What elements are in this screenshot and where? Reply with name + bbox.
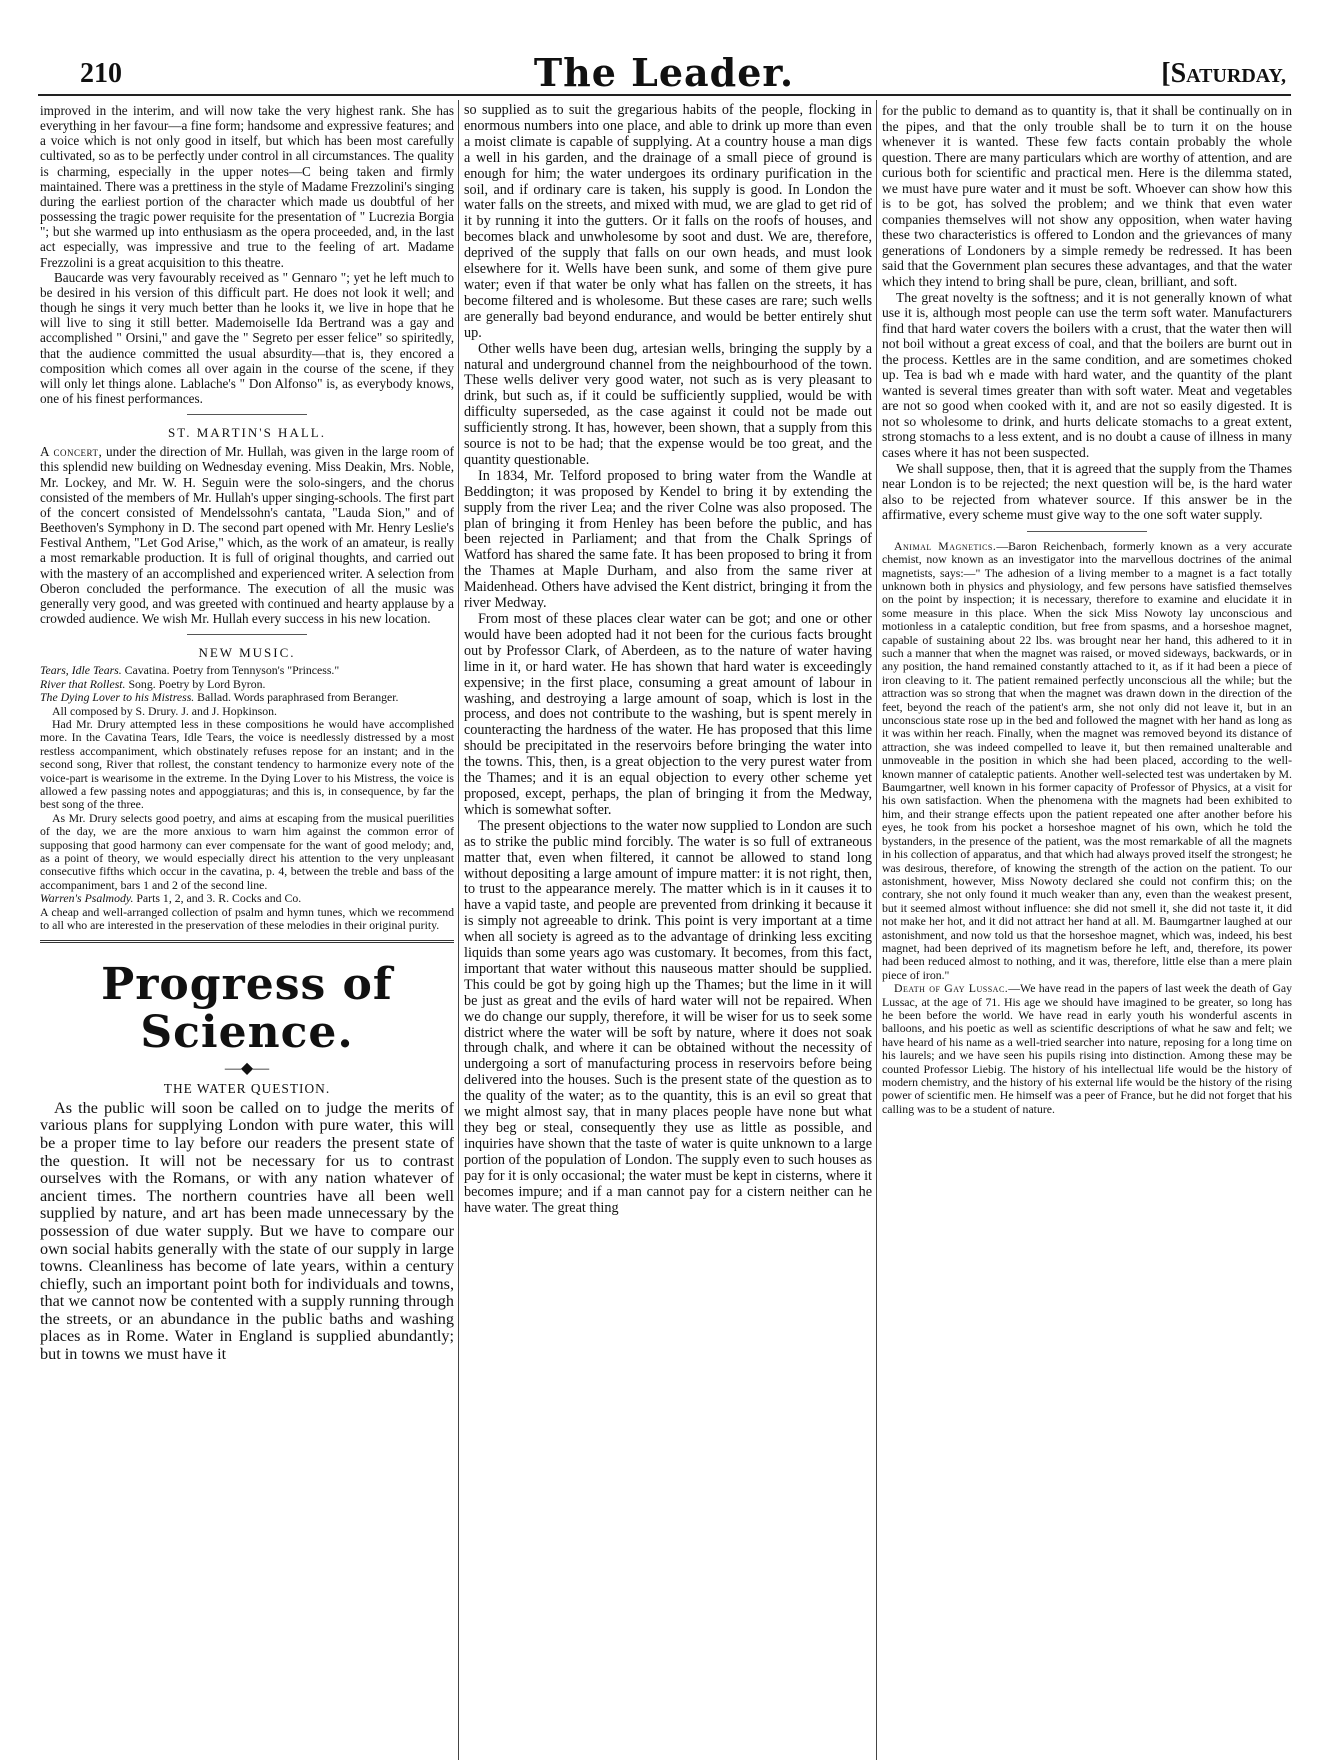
- notes: [882, 540, 1292, 1116]
- list-item: [40, 691, 454, 704]
- paragraph: As the public will soon be called on to judge the merits of various plans for supplying London with pure water, this will be a proper time to lay before our readers the present state of the question. It will not be necessary for us to contrast ourselves with the Romans, or with any nation whatever of ancient times. The northern countries have all been well supplied by nature, and art has been made unnecessary by the possession of due water supply. But we have to compare our own social habits generally with the state of our supply in large towns. Cleanliness has become of late years, within a century chiefly, such an important point both for individuals and towns, that we cannot now be contented with a supply running through the streets, or an abundance in the public baths and washing places as in Rome. Water in England is supplied abundantly; but in towns we must have it: [40, 1098, 454, 1364]
- double-rule: [40, 940, 454, 943]
- paragraph: As Mr. Drury selects good poetry, and aims at escaping from the musical puerilities of the day, we are the more anxious to warn him against the common error of supposing that good harmony can ever compensate for the want of good melody; and, as a point of theory, we would especially direct his attention to the very unpleasant consecutive fifths which occur in the cavatina, p. 4, between the treble and bass of the accompaniment, bars 1 and 2 of the second line.: [40, 810, 454, 892]
- paragraph: Had Mr. Drury attempted less in these compositions he would have accomplished more. In the Cavatina Tears, Idle Tears, the voice is needlessly distressed by a most restless accompaniment, which obstinately refuses repose for an instant; and in the second song, River that rollest, the constant tendency to harmonize every note of the voice-part is wearisome in the extreme. In the Dying Lover to his Mistress, the voice is allowed a few passing notes and appoggiaturas; and this is, in consequence, by far the best song of the three.: [40, 716, 454, 812]
- page-number: 210: [80, 58, 122, 89]
- section-heading: ST. MARTIN'S HALL.: [168, 425, 326, 441]
- column-3: [882, 103, 1292, 1755]
- paragraph: In 1834, Mr. Telford proposed to bring water from the Wandle at Beddington; it was proposed by Kendel to bring it by extending the supply from the river Lea; and the river Colne was also proposed. The plan of bringing it from Henley has been before the public, and has been rejected in Parliament; and that from the Chalk Springs of Watford has shared the same fate. It has been proposed to bring it from the Thames at Maple Durham, and also from the same river at Maidenhead. Others have advised the Kent district, bringing it from the river Medway.: [464, 467, 872, 612]
- composer-line: All composed by S. Drury. J. and J. Hopkinson.: [52, 703, 278, 718]
- ornament: —◆—: [224, 1060, 270, 1078]
- paragraph: Baucarde was very favourably received as " Gennaro "; yet he left much to be desired in his version of this difficult part. He does not look it well; and though he sings it very much better than he looks it, we live in hope that he will live to sing it still better. Mademoiselle Ida Bertrand was a gay and accomplished " Orsini," and gave the " Segreto per esser felice" so spiritedly, that the audience committed the usual absurdity—that is, they encored a composition which comes all over again in the course of the scene, if they will only let things alone. Lablache's " Don Alfonso" is, as everybody knows, one of his finest performances.: [40, 269, 454, 406]
- entry-title: Tears, Idle Tears.: [40, 663, 122, 678]
- paragraph: [40, 444, 454, 626]
- section-heading: NEW MUSIC.: [198, 645, 296, 661]
- column-divider: [876, 100, 877, 1760]
- date-label: [1161, 58, 1286, 90]
- entry-desc: Song. Poetry by Lord Byron.: [125, 676, 266, 691]
- paragraph: for the public to demand as to quantity is, that it shall be continually on in the pipes, and that the only trouble shall be to turn it on the house whenever it is wanted. These few facts contain probably the whole question. There are many particulars which are worthy of attention, and are curious both for scientific and practical men. Here is the dilemma stated, we must have pure water and it must be soft. Whoever can show how this is to be got, has solved the problem; and we think that even water companies themselves will not show any opposition, when water having these two characteristics is offered to London and the grievances of many generations of Londoners by a simple remedy be redressed. It has been said that the Government plan secures these advantages, and that the water which they intend to bring shall be pure, clean, brilliant, and soft.: [882, 103, 1292, 290]
- header-rule: [38, 94, 1291, 96]
- music-listing: [40, 664, 454, 932]
- run-in-heading: Death of Gay Lussac.: [894, 981, 1009, 996]
- paragraph: We shall suppose, then, that it is agreed that the supply from the Thames near London is to be rejected; the next question will be, is the hard water also to be rejected from whatever source. If this answer be in the affirmative, every scheme must give way to the one soft water supply.: [882, 460, 1292, 523]
- column-1: [40, 103, 454, 1483]
- paper-title: The Leader.: [533, 50, 795, 95]
- entry-desc: Ballad. Words paraphrased from Beranger.: [194, 690, 399, 705]
- list-item: [40, 892, 454, 905]
- entry-title: The Dying Lover to his Mistress.: [40, 690, 195, 705]
- date-rest: ATURDAY,: [1186, 65, 1286, 87]
- paragraph: [882, 540, 1292, 982]
- paragraph: A cheap and well-arranged collection of psalm and hymn tunes, which we recommend to all who are interested in the preservation of these melodies in their original purity.: [40, 904, 454, 933]
- column-divider: [458, 100, 459, 1760]
- paragraph-text: —We have read in the papers of last week the death of Gay Lussac, at the age of 71. His age we should have imagined to be greater, so long has he been before the world. We have read in early youth his wonderful ascents in balloons, and his poetic as well as scientific descriptions of what he saw and felt; we have heard of his name as a well-tried searcher into nature, reposing for a long time on his laurels; and we have seen his pupils rising into distinction. Among these may be counted Professor Liebig. The history of his intellectual life would be the history of modern chemistry, and the history of his external life would be the history of the rising power of scientific men. He himself was a peer of France, but he did not forget that his calling was to be a student of nature.: [882, 981, 1292, 1116]
- rule: [1027, 531, 1147, 532]
- paragraph: The great novelty is the softness; and it is not generally known of what use it is, although most people can use the term soft water. Manufacturers find that hard water covers the boilers with a crust, that the water then will not boil without a great excess of coal, and that the boilers are burnt out in the process. Kettles are in the same condition, and are sometimes choked up. Tea is bad wh e made with hard water, and the quantity of the plant wanted is several times greater than with soft water. Meat and vegetables are not so good when cooked with it, and are not so easily digested. It is not so wholesome to drink, and hurts delicate stomachs to a great extent, strong stomachs to a less extent, and is no doubt a cause of illness in many cases where it has not been suspected.: [882, 289, 1292, 461]
- paragraph: Other wells have been dug, artesian wells, bringing the supply by a natural and underground channel from the neighbourhood of the town. These wells deliver very good water, not such as is very pleasant to drink, but such as, if it could be sufficiently supplied, would be with difficulty superseded, as the case against it could not be made out sufficiently strong. It has, however, been shown, that a supply from this source is not to be had; that the expense would be too great, and the quantity questionable.: [464, 340, 872, 468]
- paragraph: [882, 982, 1292, 1116]
- rule: [187, 414, 307, 415]
- paragraph: From most of these places clear water can be got; and one or other would have been adopted had it not been for the curious facts brought out by Professor Clark, of Aberdeen, as to the nature of water having lime in it, or hard water. He has shown that hard water is exceedingly expensive; in the first place, consuming a great amount of labour in washing, and destroying a large amount of soap, which is lost in the process, and does not contribute to the washing, but is spent merely in counteracting the hardness of the water. He has proposed that this lime should be precipitated in the reservoirs before bringing the water into the towns. This, then, is a great objection to the very purest water from the Thames; and it is an equal objection to every other scheme yet proposed, except, perhaps, the plan of bringing it from the Medway, which is somewhat softer.: [464, 611, 872, 818]
- rule: [187, 634, 307, 635]
- list-item: [40, 678, 454, 691]
- entry-desc: Parts 1, 2, and 3. R. Cocks and Co.: [133, 891, 302, 906]
- article-heading: THE WATER QUESTION.: [163, 1080, 331, 1096]
- masthead: [38, 40, 1290, 95]
- entry-desc: Cavatina. Poetry from Tennyson's "Princess.": [121, 663, 340, 678]
- run-in-heading: A concert,: [40, 444, 103, 460]
- paragraph: improved in the interim, and will now take the very highest rank. She has everything in her favour—a fine form; handsome and expressive features; and a voice which is not only good in itself, but which has been most carefully cultivated, so as to be perfectly under control in all circumstances. The quality is charming, especially in the upper notes—C being taken and firmly maintained. There was a prettiness in the style of Madame Frezzolini's singing during the earliest portion of the character which made us doubtful of her possessing the tragic power requisite for the presentation of " Lucrezia Borgia "; but she warmed up into enthusiasm as the opera proceeded, and, in the last act especially, was impressive and true to the feeling of art. Madame Frezzolini is a great acquisition to this theatre.: [40, 103, 454, 270]
- paragraph: so supplied as to suit the gregarious habits of the people, flocking in enormous numbers into one place, and able to drink up more than even a moist climate is capable of supplying. At a country house a man digs a well in his garden, and the drainage of a small piece of ground is enough for him; the water undergoes its ordinary purification in the soil, and if ordinary care is taken, his supply is good. In London the water falls on the streets, and mixed with mud, we are glad to get rid of it by running it into the gutters. Or it falls on the roofs of houses, and becomes black and unwholesome by soot and dust. We are, therefore, deprived of the supply that falls on our own heads, and must look elsewhere for it. Wells have been sunk, and some of them give pure water; even if that water be only what has fallen on the streets, it has become filtered and is wholesome. But these cases are rare; such wells are generally bad beyond endurance, and would be better entirely shut up.: [464, 103, 872, 341]
- date-prefix: [S: [1161, 58, 1187, 89]
- section-banner: Progress of Science.: [101, 959, 393, 1059]
- column-2: [464, 103, 872, 1755]
- paragraph-text: under the direction of Mr. Hullah, was given in the large room of this splendid new building on Wednesday evening. Miss Deakin, Mrs. Noble, Mr. Lockey, and Mr. W. H. Seguin were the solo-singers, and the chorus consisted of the members of Mr. Hullah's upper singing-schools. The first part of the concert consisted of Mendelssohn's cantata, "Lauda Sion," and of Beethoven's Symphony in D. The second part opened with Mr. Henry Leslie's Festival Anthem, "Let God Arise," which, as the work of an amateur, is really a most remarkable production. It is full of original thoughts, and carried out with the mastery of an accomplished and experienced writer. A selection from Oberon concluded the performance. The execution of all the music was generally very good, and was greeted with continued and hearty applause by a crowded audience. We wish Mr. Hullah every success in his new location.: [40, 444, 454, 626]
- entry-title: Warren's Psalmody.: [40, 891, 134, 906]
- entry-title: River that Rollest.: [40, 676, 126, 691]
- run-in-heading: Animal Magnetics.: [894, 538, 997, 553]
- paragraph-text: —Baron Reichenbach, formerly known as a very accurate chemist, now known as an investigator into the marvellous doctrines of the animal magnetists, says:—" The adhesion of a living member to a magnet is a fact totally unknown both in physics and physiology, and few persons have satisfied themselves on the point by inspection; it is necessary, therefore to examine and elucidate it in some measure in this place. When the sick Miss Nowoty lay unconscious and motionless in a cataleptic condition, but free from spasms, and a horseshoe magnet, capable of sustaining about 22 lbs. was brought near her hand, this adhered to it in such a manner that when the magnet was raised, or moved sideways, backwards, or in any position, the hand remained constantly attached to it, as if it had been a piece of iron cleaving to it. The patient remained perfectly unconscious all the while; but the attraction was so strong that when the magnet was drawn down in the direction of the feet, beyond the reach of the patient's arm, she not only did not leave it, but in an unconscious state rose up in the bed and followed the magnet with her hand as long as it was within her reach. Finally, when the magnet was removed beyond its distance of attraction, she was indeed compelled to leave it, but then remained unalterable and unmoveable in the position in which she had been placed, according to the well-known manner of cataleptic patients. Another well-selected test was undertaken by M. Baumgartner, well known in his former capacity of Professor of Physics, at a visit for his own satisfaction. When the phenomena with the magnets had been exhibited to him, and their strange effects upon the patient repeated one after another before his eyes, he took from his pocket a horseshoe magnet of his own, which he told the bystanders, in the presence of the patient, was the most remarkable of all the magnets in his collection of apparatus, and that which had always proved itself the strongest; he was desirous, therefore, of knowing the strength of the action on the patient. To our astonishment, however, Miss Nowoty declared she could not confirm this; on the contrary, she not only found it much weaker than any, even than the weakest present, but it seemed almost without influence: she did not smell it, she did not taste it, it did not make her hot, and it did not attract her hand at all. M. Baumgartner laughed at our astonishment, and now told us that the horseshoe magnet, which was, indeed, his best magnet, had been deprived of its magnetism before he left, and, therefore, its power had been reduced almost to nothing, and it was, therefore, little else than a mere plain piece of iron.": [882, 538, 1292, 982]
- paragraph: The present objections to the water now supplied to London are such as to strike the public mind forcibly. The water is so full of extraneous matter that, even when filtered, it cannot be allowed to stand long without depositing a large amount of impure matter: it is not right, then, to trust to the appearance merely. The matter which is in it causes it to have a vapid taste, and people are prevented from drinking it because it is simply not agreeable to drink. This point is very important at a time when all society is agreed as to the advantage of drinking less exciting liquids than some years ago was customary. It becomes, from this fact, important that water without this nauseous matter should be supplied. This could be got by going high up the Thames; but the lime in it will be just as great and the evils of hard water will not be repaired. When we do change our supply, therefore, it will be wiser for us to seek some district where the water will be soft by nature, where it does not soak through chalk, and where it can be obtained without the necessity of undergoing a sort of manufacturing process in reservoirs before being delivered into the houses. Such is the present state of the question as to the quality of the water; as to the quantity, this is an evil so great that we might almost say, that in many places people have none but what they beg or steal, consequently they use as little as possible, and inquiries have shown that the taste of water is quite unknown to a large portion of the population of London. The supply even to such houses as pay for it is only occasional; the water must be kept in cisterns, where it becomes impure; and if a man cannot pay for a cistern neither can he have water. The great thing: [464, 817, 872, 1216]
- list-item: [40, 664, 454, 677]
